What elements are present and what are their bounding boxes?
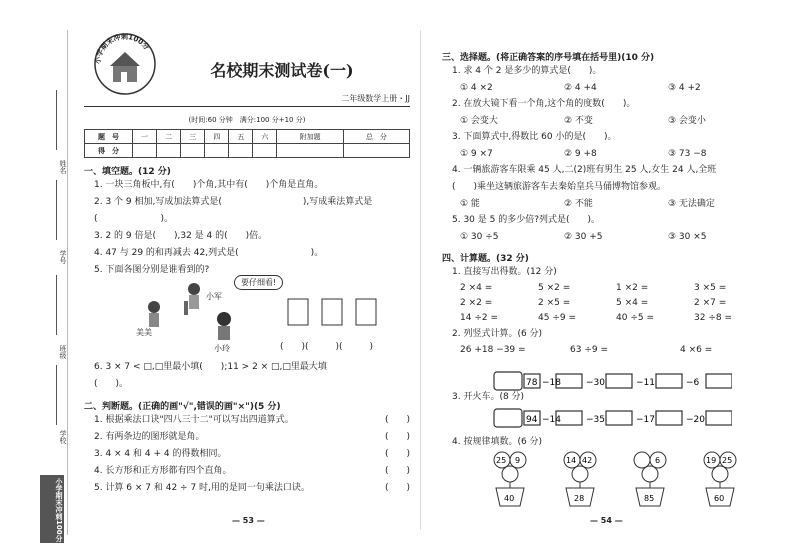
choice-5-options (442, 229, 772, 245)
train-op: −35 (586, 415, 605, 425)
tf-item (84, 429, 410, 446)
option[interactable]: ③ 无法确定 (668, 199, 715, 209)
choice-1-options (442, 80, 772, 96)
option[interactable]: ① 会变大 (460, 116, 498, 126)
pot (634, 452, 666, 506)
score-cell[interactable] (229, 144, 253, 158)
grade-label: 二年级数学上册・JJ (84, 93, 410, 107)
score-cell[interactable] (157, 144, 181, 158)
pot-base: 60 (714, 494, 725, 503)
train-op: −17 (636, 415, 655, 425)
badge-text: 小学期末冲刺100分 (93, 32, 151, 65)
calc-grid (442, 281, 772, 326)
calc-item[interactable]: 3 ×5 = (694, 283, 727, 293)
score-cell[interactable] (253, 144, 277, 158)
side-label-name: 姓名 (59, 160, 67, 174)
option[interactable]: ③ 73 −8 (668, 149, 707, 159)
choice-3-options (442, 146, 772, 162)
calc-item[interactable]: 5 ×2 = (538, 283, 571, 293)
pot-num: 19 (706, 456, 717, 465)
question-1-2b: ( )。 (94, 214, 174, 224)
tf-answer[interactable]: ( ) (384, 466, 410, 476)
shirt-views (284, 293, 384, 333)
score-header-cell: 三 (181, 130, 205, 144)
calc-4: 4. 按规律填数。(6 分) (452, 437, 543, 447)
page-seam (420, 30, 421, 530)
tf-text: 4. 长方形和正方形都有四个直角。 (94, 466, 232, 476)
calc-item[interactable]: 32 ÷8 = (694, 313, 732, 323)
score-row-label: 得 分 (85, 144, 133, 158)
calc-item[interactable]: 14 ÷2 = (460, 313, 498, 323)
train-op: −14 (542, 415, 561, 425)
score-cell[interactable] (133, 144, 157, 158)
pot (704, 452, 736, 506)
side-line (56, 90, 57, 150)
page-title: 名校期末测试卷(一) (210, 61, 354, 80)
pot-num: 42 (582, 456, 593, 465)
question-1-1: 1. 一块三角板中,有( )个角,其中有( )个角是直角。 (94, 180, 324, 190)
score-row (85, 144, 410, 158)
calc-item[interactable]: 1 ×2 = (616, 283, 649, 293)
side-label-class: 班级 (59, 345, 67, 359)
pot (564, 452, 596, 506)
section-fill-blank: 一、填空题。(12 分) (84, 167, 171, 177)
question-1-2: 2. 3 个 9 相加,写成加法算式是( ),写成乘法算式是 (94, 197, 373, 207)
tf-answer[interactable]: ( ) (384, 415, 410, 425)
tf-item (84, 412, 410, 429)
score-table (84, 129, 410, 158)
side-line (56, 180, 57, 240)
tf-item (84, 463, 410, 480)
choice-2: 2. 在放大镜下看一个角,这个角的度数( )。 (452, 99, 636, 109)
pot-base: 40 (504, 494, 515, 503)
score-header-cell: 题 号 (85, 130, 133, 144)
score-cell[interactable] (205, 144, 229, 158)
vertical-item[interactable]: 26 +18 −39 = (460, 345, 526, 355)
option[interactable]: ① 4 ×2 (460, 83, 493, 93)
calc-item[interactable]: 40 ÷5 = (616, 313, 654, 323)
choice-4: 4. 一辆旅游客车限乘 45 人,二(2)班有男生 25 人,女生 24 人,全班 (452, 165, 717, 175)
score-cell[interactable] (343, 144, 409, 158)
calc-item[interactable]: 2 ×4 = (460, 283, 493, 293)
tf-answer[interactable]: ( ) (384, 449, 410, 459)
speech-bubble: 要仔细看! (234, 275, 283, 290)
score-header-cell: 六 (253, 130, 277, 144)
option[interactable]: ③ 4 +2 (668, 83, 701, 93)
tf-answer[interactable]: ( ) (384, 432, 410, 442)
calc-item[interactable]: 2 ×7 = (694, 298, 727, 308)
calc-item[interactable]: 5 ×4 = (616, 298, 649, 308)
kid-label-xiaoling: 小玲 (214, 344, 230, 353)
train-op: −20 (686, 415, 705, 425)
calc-item[interactable]: 2 ×5 = (538, 298, 571, 308)
score-header-cell: 一 (133, 130, 157, 144)
binding-sidebar (42, 30, 68, 542)
train-op: −6 (686, 378, 700, 388)
tf-text: 2. 有两条边的图形就是角。 (94, 432, 205, 442)
tf-text: 1. 根据乘法口诀"四八三十二"可以写出四道算式。 (94, 415, 294, 425)
option[interactable]: ① 9 ×7 (460, 149, 493, 159)
choice-4-options (442, 196, 772, 212)
train-start: 78 (526, 378, 538, 388)
tf-item (84, 480, 410, 497)
tf-answer[interactable]: ( ) (384, 483, 410, 493)
option[interactable]: ③ 会变小 (668, 116, 706, 126)
option[interactable]: ② 30 +5 (564, 232, 603, 242)
page-number-right: — 54 — (590, 516, 623, 525)
option[interactable]: ② 4 +4 (564, 83, 597, 93)
section-choice: 三、选择题。(将正确答案的序号填在括号里)(10 分) (442, 53, 655, 63)
question-1-6: 6. 3 × 7 < □,□里最小填( );11 > 2 × □,□里最大填 (94, 362, 327, 372)
score-cell[interactable] (277, 144, 343, 158)
score-header-cell: 四 (205, 130, 229, 144)
question-1-3: 3. 2 的 9 倍是( ),32 是 4 的( )倍。 (94, 231, 268, 241)
score-header-cell: 二 (157, 130, 181, 144)
pattern-pots (480, 450, 760, 510)
score-header-cell: 附加题 (277, 130, 343, 144)
option[interactable]: ② 不能 (564, 199, 593, 209)
question-1-6b: ( )。 (94, 379, 129, 389)
pot-base: 28 (574, 494, 585, 503)
vertical-item[interactable]: 63 ÷9 = (570, 345, 608, 355)
pot-num: 25 (496, 456, 507, 465)
option[interactable]: ② 不变 (564, 116, 593, 126)
tf-text: 3. 4 × 4 和 4 + 4 的得数相同。 (94, 449, 227, 459)
option[interactable]: ② 9 +8 (564, 149, 597, 159)
calc-1: 1. 直接写出得数。(12 分) (452, 267, 557, 277)
time-info: (时间:60 分钟 满分:100 分+10 分) (188, 116, 306, 124)
page-number-left: — 53 — (232, 516, 265, 525)
train-1 (492, 368, 732, 394)
option[interactable]: ① 30 ÷5 (460, 232, 499, 242)
score-cell[interactable] (181, 144, 205, 158)
calc-item[interactable]: 2 ×2 = (460, 298, 493, 308)
side-label-school: 学校 (59, 430, 67, 444)
calc-2: 2. 列竖式计算。(6 分) (452, 329, 543, 339)
choice-5: 5. 30 是 5 的多少倍?列式是( )。 (452, 215, 601, 225)
pot-base: 85 (644, 494, 655, 503)
side-line (56, 365, 57, 425)
choice-3: 3. 下面算式中,得数比 60 小的是( )。 (452, 132, 617, 142)
option[interactable]: ① 能 (460, 199, 480, 209)
section-true-false: 二、判断题。(正确的画"√",错误的画"×")(5 分) (84, 402, 281, 412)
train-op: −11 (636, 378, 655, 388)
side-brand: 小学期末冲刺100分 (40, 475, 64, 543)
train-op: −18 (542, 378, 561, 388)
kid-label-xiaojun: 小军 (206, 292, 222, 301)
choice-1: 1. 求 4 个 2 是多少的算式是( )。 (452, 66, 602, 76)
pot (494, 452, 526, 506)
answer-parens[interactable]: ( )( )( ) (280, 342, 374, 352)
side-line (56, 275, 57, 335)
choice-4b: ( )乘坐这辆旅游客车去秦始皇兵马俑博物馆参观。 (452, 182, 667, 192)
choice-2-options (442, 113, 772, 129)
vertical-item[interactable]: 4 ×6 = (680, 345, 713, 355)
tf-item (84, 446, 410, 463)
kids-illustration (124, 279, 274, 359)
tf-text: 5. 计算 6 × 7 和 42 ÷ 7 时,用的是同一句乘法口诀。 (94, 483, 310, 493)
question-1-4: 4. 47 与 29 的和再减去 42,列式是( )。 (94, 248, 324, 258)
option[interactable]: ③ 30 ×5 (668, 232, 707, 242)
train-op: −30 (586, 378, 605, 388)
pot-num: 14 (566, 456, 577, 465)
score-header-cell: 五 (229, 130, 253, 144)
pot-num: 6 (655, 456, 661, 465)
pot-num: 9 (515, 456, 521, 465)
section-calc: 四、计算题。(32 分) (442, 254, 529, 264)
illustration-area (84, 279, 410, 359)
left-page (84, 50, 410, 497)
calc-3: 3. 开火车。(8 分) (452, 392, 525, 402)
right-page (442, 50, 772, 406)
train-start: 94 (526, 415, 538, 425)
train-2 (492, 405, 732, 431)
pot-num: 25 (722, 456, 733, 465)
question-1-5: 5. 下面各图分别是谁看到的? (94, 265, 210, 275)
side-label-id: 学号 (59, 250, 67, 264)
score-header-row (85, 130, 410, 144)
kid-label-meimei: 美美 (136, 328, 152, 337)
score-header-cell: 总 分 (343, 130, 409, 144)
calc-item[interactable]: 45 ÷9 = (538, 313, 576, 323)
